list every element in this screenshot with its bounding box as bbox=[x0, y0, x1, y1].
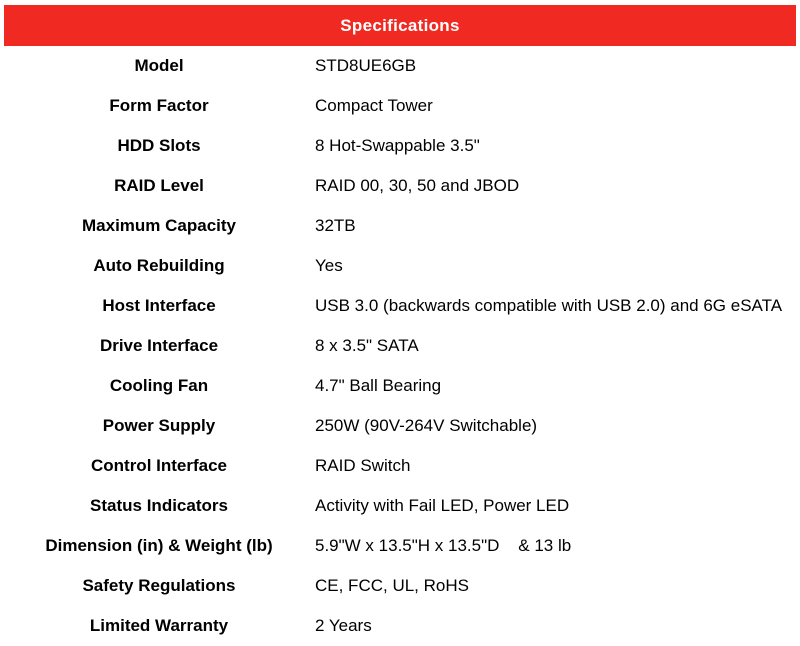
spec-row-form-factor bbox=[0, 86, 800, 126]
spec-label: Auto Rebuilding bbox=[93, 256, 225, 275]
spec-row-dimension-weight bbox=[0, 526, 800, 566]
spec-value: 4.7" Ball Bearing bbox=[315, 376, 442, 395]
header-title: Specifications bbox=[340, 15, 460, 35]
spec-row-hdd-slots bbox=[0, 126, 800, 166]
spec-value: 8 x 3.5" SATA bbox=[315, 336, 419, 355]
spec-rows bbox=[0, 46, 800, 646]
spec-label: Dimension (in) & Weight (lb) bbox=[45, 536, 273, 555]
spec-label: Host Interface bbox=[102, 296, 216, 315]
spec-label: Drive Interface bbox=[99, 336, 219, 355]
specifications-header bbox=[4, 5, 796, 46]
spec-label: Form Factor bbox=[109, 96, 209, 115]
spec-label: RAID Level bbox=[114, 176, 204, 195]
spec-value: Compact Tower bbox=[315, 96, 433, 115]
spec-value: STD8UE6GB bbox=[315, 56, 417, 75]
spec-value: 5.9"W x 13.5"H x 13.5"D & 13 lb bbox=[315, 536, 572, 555]
spec-label: Cooling Fan bbox=[109, 376, 209, 395]
spec-value: Yes bbox=[315, 256, 343, 275]
spec-row-cooling-fan bbox=[0, 366, 800, 406]
spec-label: Maximum Capacity bbox=[82, 216, 236, 235]
spec-value: RAID 00, 30, 50 and JBOD bbox=[315, 176, 520, 195]
spec-label: Limited Warranty bbox=[89, 616, 229, 635]
spec-value: 8 Hot-Swappable 3.5" bbox=[315, 136, 480, 155]
spec-row-safety-regulations bbox=[0, 566, 800, 606]
spec-value: 2 Years bbox=[315, 616, 372, 635]
spec-value: USB 3.0 (backwards compatible with USB 2.0) and 6G eSATA bbox=[315, 296, 783, 315]
spec-label: Safety Regulations bbox=[82, 576, 236, 595]
spec-row-maximum-capacity bbox=[0, 206, 800, 246]
spec-value: 250W (90V-264V Switchable) bbox=[315, 416, 538, 435]
spec-value: RAID Switch bbox=[315, 456, 411, 475]
spec-row-auto-rebuilding bbox=[0, 246, 800, 286]
spec-value: CE, FCC, UL, RoHS bbox=[315, 576, 469, 595]
spec-value: Activity with Fail LED, Power LED bbox=[315, 496, 570, 515]
spec-row-limited-warranty bbox=[0, 606, 800, 646]
spec-label: Control Interface bbox=[90, 456, 228, 475]
spec-label: Model bbox=[134, 56, 184, 75]
spec-row-power-supply bbox=[0, 406, 800, 446]
spec-label: Status Indicators bbox=[90, 496, 228, 515]
spec-row-status-indicators bbox=[0, 486, 800, 526]
spec-label: HDD Slots bbox=[117, 136, 201, 155]
spec-row-host-interface bbox=[0, 286, 800, 326]
spec-row-model bbox=[0, 46, 800, 86]
spec-value: 32TB bbox=[315, 216, 356, 235]
spec-row-drive-interface bbox=[0, 326, 800, 366]
spec-row-control-interface bbox=[0, 446, 800, 486]
spec-row-raid-level bbox=[0, 166, 800, 206]
spec-label: Power Supply bbox=[102, 416, 216, 435]
